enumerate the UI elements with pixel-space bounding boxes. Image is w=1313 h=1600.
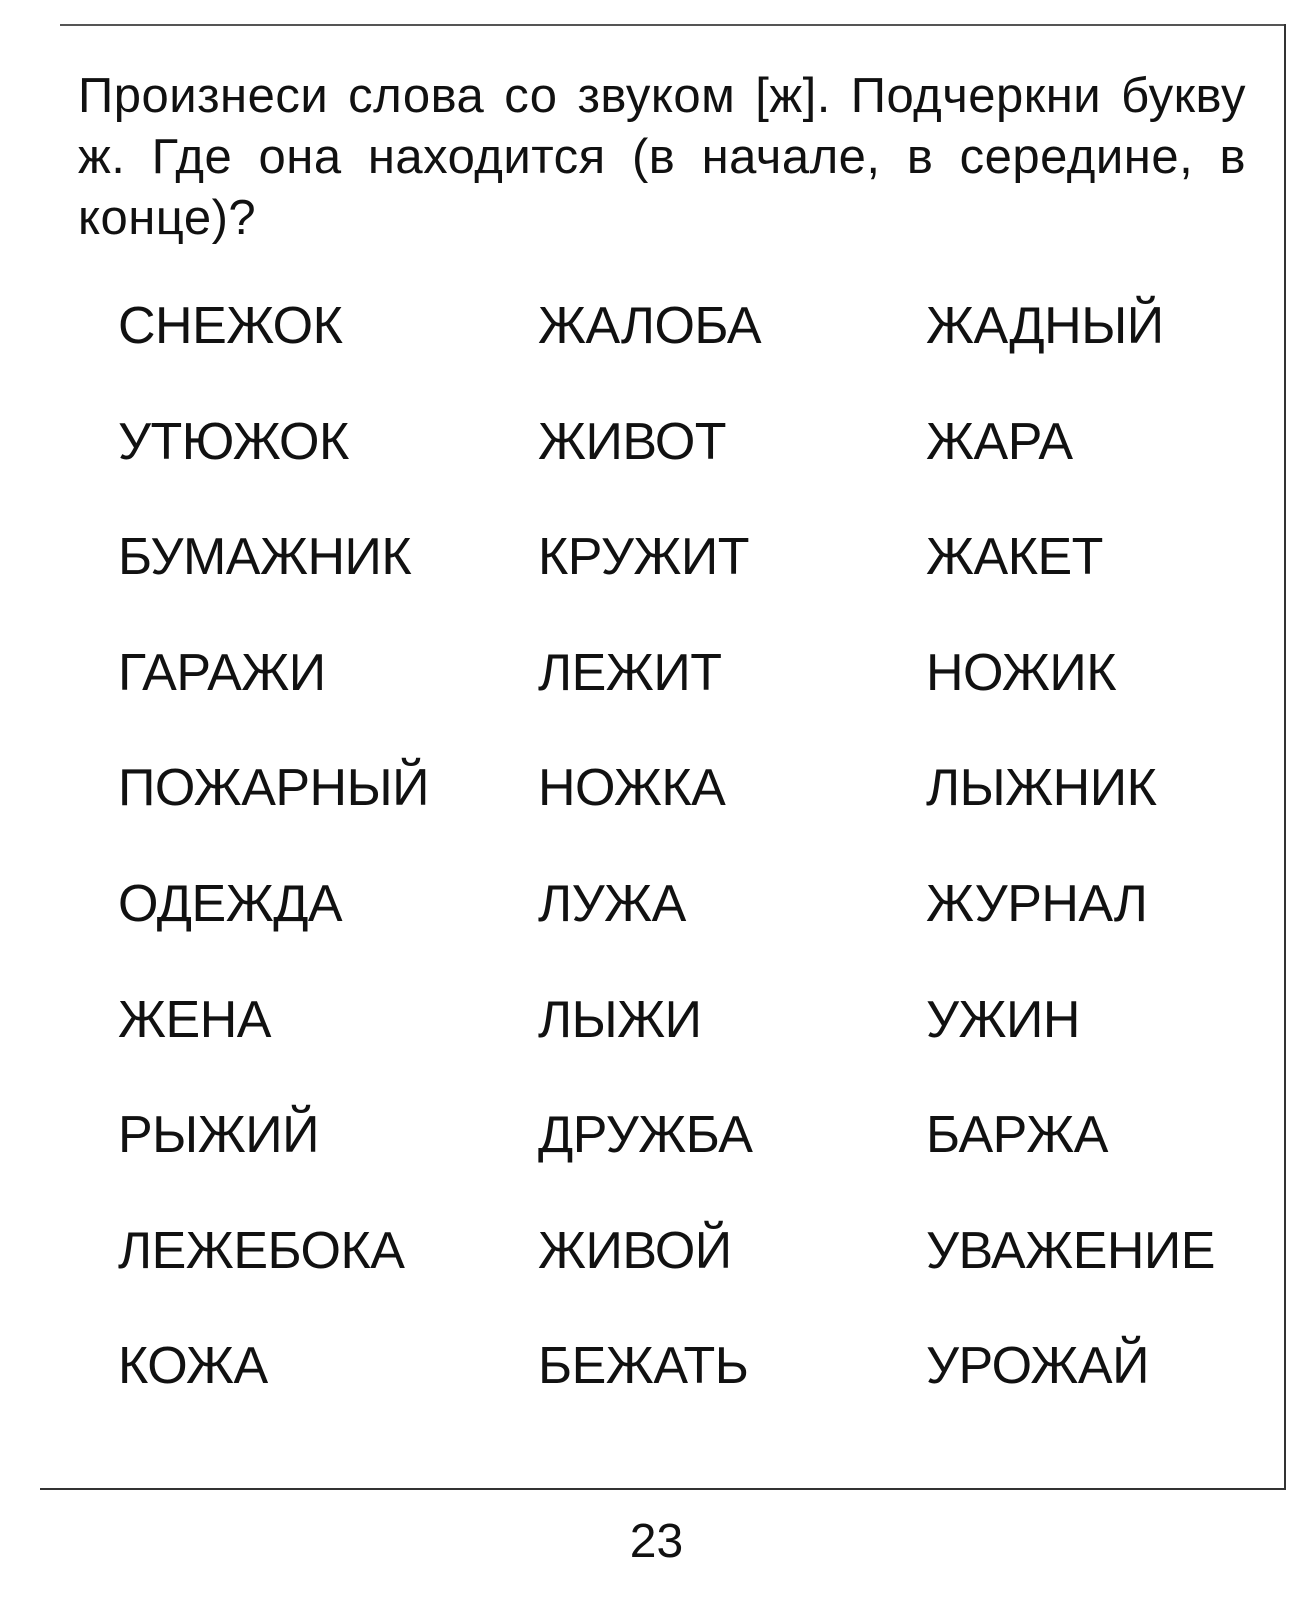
word-row	[118, 1211, 1278, 1291]
word-item: БЕЖАТЬ	[538, 1337, 749, 1395]
word-item: ЖУРНАЛ	[926, 875, 1148, 933]
word-row	[118, 864, 1278, 944]
frame-right-border	[1284, 24, 1286, 1490]
word-item: ЖАРА	[926, 413, 1073, 471]
word-item: ЖЕНА	[118, 991, 271, 1049]
word-item: УРОЖАЙ	[926, 1337, 1149, 1395]
word-row	[118, 517, 1278, 597]
word-grid	[118, 286, 1278, 1466]
word-item: ЖИВОТ	[538, 413, 727, 471]
word-item: РЫЖИЙ	[118, 1106, 319, 1164]
word-item: СНЕЖОК	[118, 297, 343, 355]
word-item: КОЖА	[118, 1337, 268, 1395]
word-item: ЛЕЖИТ	[538, 644, 722, 702]
frame-top-border	[60, 24, 1286, 26]
word-item: ПОЖАРНЫЙ	[118, 759, 430, 817]
exercise-instruction: Произнеси слова со звуком [ж]. Подчеркни букву ж. Где она находится (в начале, в середине, в конце)?	[78, 69, 1246, 245]
word-item: ЛЕЖЕБОКА	[118, 1222, 405, 1280]
word-row	[118, 286, 1278, 366]
word-item: ЖИВОЙ	[538, 1222, 732, 1280]
word-item: ОДЕЖДА	[118, 875, 343, 933]
word-item: УТЮЖОК	[118, 413, 349, 471]
word-item: КРУЖИТ	[538, 528, 750, 586]
word-item: НОЖКА	[538, 759, 726, 817]
word-row	[118, 1095, 1278, 1175]
word-row	[118, 980, 1278, 1060]
word-item: УЖИН	[926, 991, 1080, 1049]
word-row	[118, 402, 1278, 482]
word-row	[118, 1326, 1278, 1406]
word-item: ЖАДНЫЙ	[926, 297, 1164, 355]
word-item: ЖАКЕТ	[926, 528, 1103, 586]
word-item: БАРЖА	[926, 1106, 1108, 1164]
page-number: 23	[629, 1515, 684, 1568]
word-item: ЖАЛОБА	[538, 297, 762, 355]
frame-bottom-border	[40, 1488, 1286, 1490]
word-item: УВАЖЕНИЕ	[926, 1222, 1215, 1280]
word-item: ЛЫЖИ	[538, 991, 702, 1049]
word-item: БУМАЖНИК	[118, 528, 412, 586]
word-row	[118, 633, 1278, 713]
word-item: ЛУЖА	[538, 875, 686, 933]
word-row	[118, 748, 1278, 828]
word-item: ЛЫЖНИК	[926, 759, 1157, 817]
word-item: ДРУЖБА	[538, 1106, 753, 1164]
word-item: НОЖИК	[926, 644, 1117, 702]
word-item: ГАРАЖИ	[118, 644, 326, 702]
